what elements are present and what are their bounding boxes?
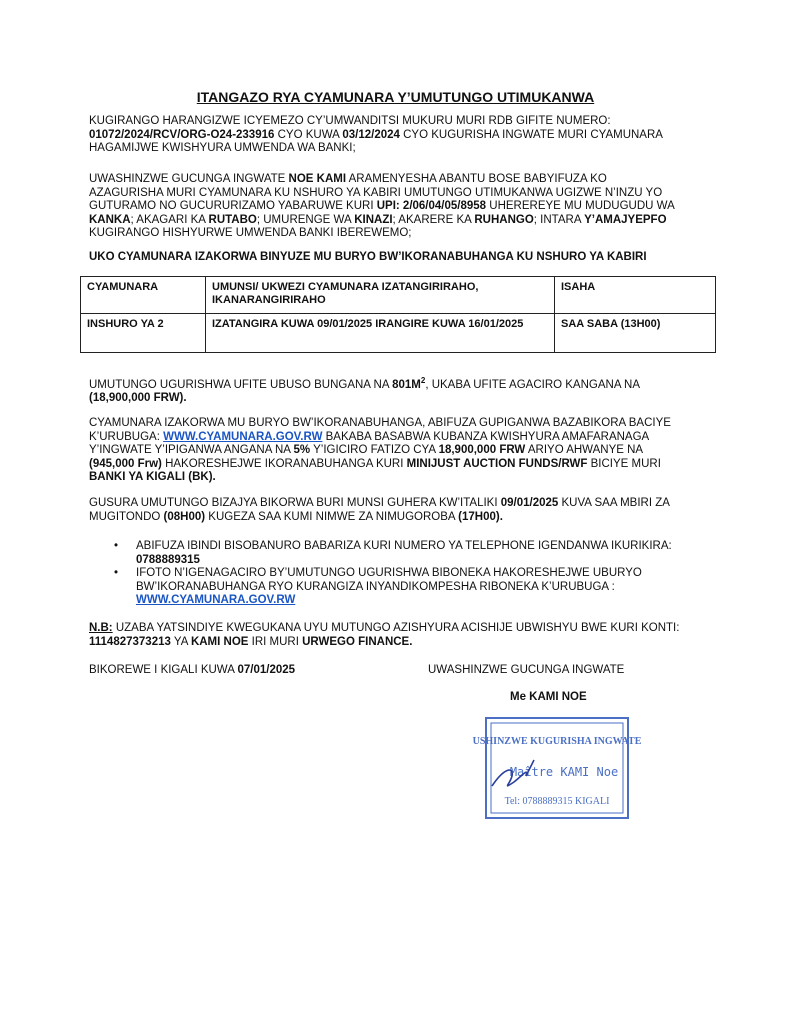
bidding-paragraph: CYAMUNARA IZAKORWA MU BURYO BW’IKORANABUHANGA, ABIFUZA GUPIGANWA BAZABIKORA BACIYE K’URUBUGA: WWW.CYAMUNARA.GOV.RW BAKABA BASABWA KUBANZA KWISHYURA AMAFARANAGA Y’INGWATE Y’IPIGANWA ANGANA NA 5% Y’IGICIRO FATIZO CYA 18,900,000 FRW ARIYO AHWANYE NA (945,000 Frw) HAKORESHEJWE IKORANABUHANGA KURI MINIJUST AUCTION FUNDS/RWF BICIYE MURI BANKI YA KIGALI (BK). (89, 417, 671, 483)
umurenge: KINAZI (354, 213, 393, 226)
akarere: RUHANGO (474, 213, 534, 226)
property-value-paragraph: UMUTUNGO UGURISHWA UFITE UBUSO BUNGANA NA $801M^2$, UKABA UFITE AGACIRO KANGANA NA (18,900,000 FRW). (89, 376, 641, 405)
signature-icon (492, 760, 534, 786)
stamp-line3: Tel: 0788889315 KIGALI (504, 796, 610, 807)
bank-account-number: 1114827373213 (89, 635, 171, 648)
nb-paragraph: N.B: UZABA YATSINDIYE KWEGUKANA UYU MUTUNGO AZISHYURA ACISHIJE UBWISHYU BWE KURI KONTI: 1114827373213 YA KAMI NOE IRI MURI URWEGO FINANCE. (89, 622, 680, 648)
list-item: • IFOTO N’IGENAGACIRO BY’UMUTUNGO UGURISHWA BIBONEKA HAKORESHEJWE UBURYO BW’IKORANABUHANGA RYO KURANGIZA INYANDIKOMPESHA RIBONEKA K’URUBUGA : WWW.CYAMUNARA.GOV.RW (114, 567, 642, 606)
signer-name: Me KAMI NOE (510, 691, 587, 703)
table-cell: IZATANGIRA KUWA 09/01/2025 IRANGIRE KUWA 16/01/2025 (206, 314, 555, 353)
stamp-line2: Maître KAMI Noe (509, 765, 619, 779)
umudugudu: KANKA (89, 213, 131, 226)
stamp-line1: USHINZWE KUGURISHA INGWATE (472, 736, 642, 747)
cyamunara-link[interactable]: WWW.CYAMUNARA.GOV.RW (136, 594, 296, 606)
official-stamp (472, 716, 642, 820)
cyamunara-link[interactable]: WWW.CYAMUNARA.GOV.RW (163, 430, 323, 443)
decision-date: 03/12/2024 (342, 128, 400, 141)
manager-name: NOE KAMI (288, 173, 347, 185)
info-list (100, 540, 710, 608)
auction-schedule-table (80, 276, 716, 353)
table-row (81, 277, 716, 314)
table-cell: ISAHA (555, 277, 716, 314)
place-date: BIKOREWE I KIGALI KUWA 07/01/2025 (89, 664, 296, 676)
page-title: ITANGAZO RYA CYAMUNARA Y’UMUTUNGO UTIMUKANWA (196, 89, 595, 105)
visit-paragraph: GUSURA UMUTUNGO BIZAJYA BIKORWA BURI MUNSI GUHERA KW’ITALIKI 09/01/2025 KUVA SAA MBIRI ZA MUGITONDO (08H00) KUGEZA SAA KUMI NIMWE ZA NIMUGOROBA (17H00). (89, 497, 670, 523)
property-area: $801M^2$ (392, 376, 426, 391)
table-cell: INSHURO YA 2 (81, 314, 206, 353)
auction-heading: UKO CYAMUNARA IZAKORWA BINYUZE MU BURYO BW’IKORANABUHANGA KU NSHURO YA KABIRI (89, 251, 647, 263)
auction-account: MINIJUST AUCTION FUNDS/RWF (406, 457, 588, 470)
decision-number: 01072/2024/RCV/ORG-O24-233916 (89, 128, 275, 141)
intara: Y’AMAJYEPFO (584, 213, 667, 226)
phone-number: 0788889315 (136, 553, 200, 566)
list-item: • ABIFUZA IBINDI BISOBANURO BABARIZA KURI NUMERO YA TELEPHONE IGENDANWA IKURIKIRA: 0788889315 (100, 540, 710, 567)
signer-title: UWASHINZWE GUCUNGA INGWATE (428, 664, 625, 676)
akagari: RUTABO (208, 213, 257, 226)
table-cell: CYAMUNARA (81, 277, 206, 314)
table-cell: UMUNSI/ UKWEZI CYAMUNARA IZATANGIRIRAHO, IKANARANGIRIRAHO (206, 277, 555, 314)
intro-paragraph: KUGIRANGO HARANGIZWE ICYEMEZO CY’UMWANDITSI MUKURU MURI RDB GIFITE NUMERO: 01072/2024/RCV/ORG-O24-233916 CYO KUWA 03/12/2024 CYO KUGURISHA INGWATE MURI CYAMUNARA HAGAMIJWE KWISHYURA UMWENDA WA BANKI; (89, 115, 663, 154)
upi-number: UPI: 2/06/04/05/8958 (376, 200, 487, 212)
announcement-paragraph: UWASHINZWE GUCUNGA INGWATE NOE KAMI ARAMENYESHA ABANTU BOSE BABYIFUZA KO AZAGURISHA MURI CYAMUNARA KU NSHURO YA KABIRI UMUTUNGO UTIMUKANWA UGIZWE N’INZU YO GUTURAMO NO GUCURURIZAMO YABARUWE KURI UPI: 2/06/04/05/8958 UHEREREYE MU MUDUGUDU WA KANKA; AKAGARI KA RUTABO; UMURENGE WA KINAZI; AKARERE KA RUHANGO; INTARA Y’AMAJYEPFO KUGIRANGO HISHYURWE UMWENDA BANKI IBEREWEMO; (89, 173, 675, 239)
table-cell: SAA SABA (13H00) (555, 314, 716, 353)
bullet-icon: • (114, 567, 119, 579)
bullet-icon: • (114, 540, 119, 552)
table-row (81, 314, 716, 353)
property-value: (18,900,000 FRW). (89, 392, 187, 405)
